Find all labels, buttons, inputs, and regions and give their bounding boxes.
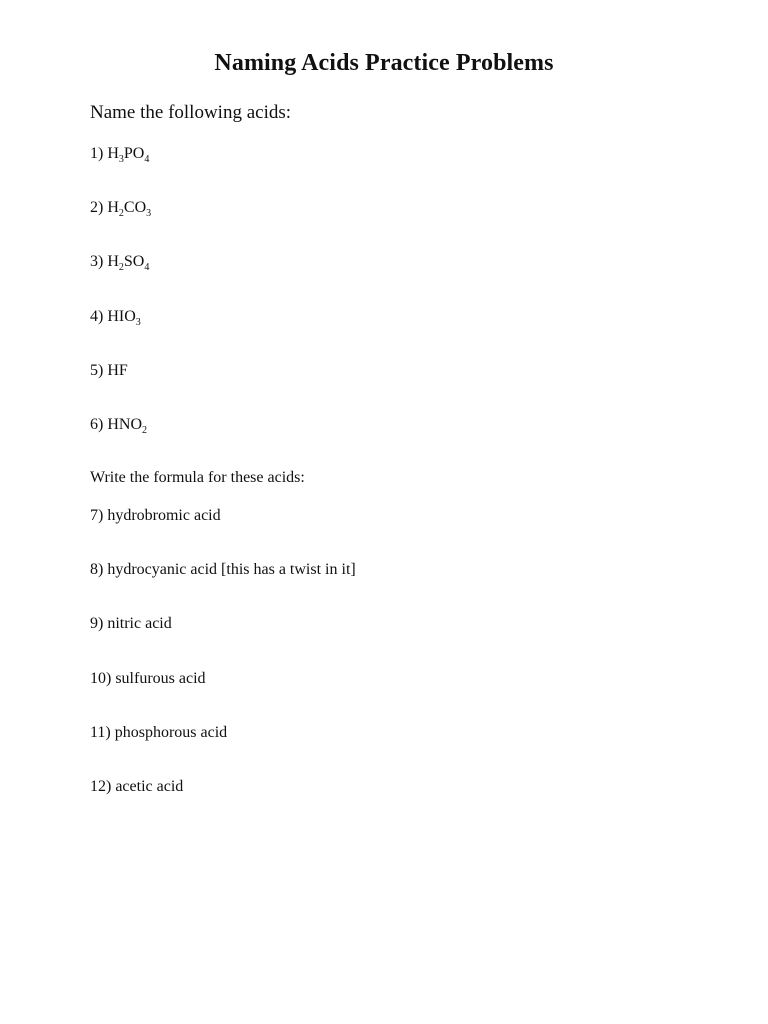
problem-number: 9) [90, 615, 104, 632]
acid-name: hydrocyanic acid [this has a twist in it] [107, 561, 356, 578]
formula-subscript: 4 [144, 262, 150, 273]
problem-number: 8) [90, 561, 104, 578]
problem-number: 4) [90, 308, 104, 325]
formula-subscript: 2 [118, 262, 124, 273]
formula-subscript: 4 [144, 154, 150, 165]
problem-11 [90, 724, 227, 742]
chemical-formula: $HNO_2$ [107, 416, 147, 436]
formula-subscript: 3 [135, 317, 141, 328]
problem-number: 5) [90, 362, 104, 379]
problem-number: 3) [90, 253, 104, 270]
problem-number: 7) [90, 507, 104, 524]
chemical-formula: $H_2SO_4$ [107, 253, 150, 273]
acid-name: sulfurous acid [115, 670, 206, 687]
acid-name: hydrobromic acid [107, 507, 221, 524]
problem-number: 12) [90, 778, 112, 795]
chemical-formula: $H_2CO_3$ [107, 199, 152, 219]
problem-9 [90, 615, 172, 633]
section-heading-write-formula: Write the formula for these acids: [90, 469, 305, 486]
formula-subscript: 3 [118, 154, 124, 165]
problem-12 [90, 778, 183, 796]
problem-number: 11) [90, 724, 111, 741]
problem-number: 1) [90, 145, 104, 162]
section-heading-name-acids: Name the following acids: [90, 102, 292, 123]
acid-name: acetic acid [115, 778, 184, 795]
problem-5 [90, 362, 128, 380]
problem-1 [90, 145, 149, 163]
chemical-formula: $HIO_3$ [107, 308, 141, 328]
problem-2 [90, 199, 151, 217]
problem-4 [90, 308, 141, 326]
chemical-formula: HF [107, 362, 128, 379]
page-title: Naming Acids Practice Problems [214, 50, 554, 76]
problem-number: 10) [90, 670, 112, 687]
formula-subscript: 2 [118, 208, 124, 219]
formula-subscript: 2 [142, 425, 147, 436]
problem-8 [90, 561, 356, 579]
problem-10 [90, 670, 206, 688]
acid-name: phosphorous acid [114, 724, 228, 741]
acid-name: nitric acid [107, 615, 172, 632]
problem-3 [90, 253, 149, 271]
problem-7 [90, 507, 221, 525]
formula-subscript: 3 [146, 208, 152, 219]
problem-number: 2) [90, 199, 104, 216]
chemical-formula: $H_3PO_4$ [107, 145, 150, 165]
problem-number: 6) [90, 416, 104, 433]
problem-6 [90, 416, 147, 434]
